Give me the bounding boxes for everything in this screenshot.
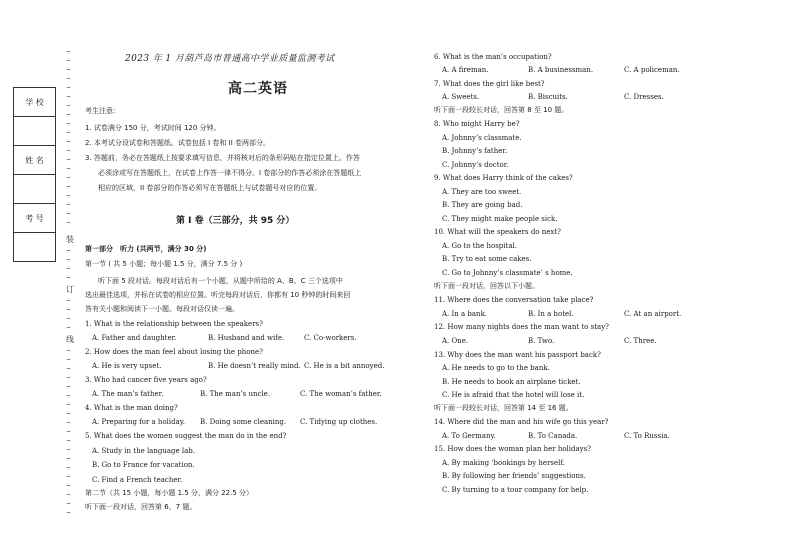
- option-a[interactable]: A. The man’s father.: [92, 390, 164, 398]
- option-c[interactable]: C. They might make people sick.: [442, 215, 558, 223]
- note-item: 1. 试卷满分 150 分，考试时间 120 分钟。: [85, 124, 221, 132]
- question-stem: 6. What is the man’s occupation?: [434, 53, 552, 61]
- part-heading: 第一部分 听力 (共两节，满分 30 分): [85, 245, 207, 253]
- option-b[interactable]: B. Biscuits.: [528, 93, 568, 101]
- option-c[interactable]: C. Go to Johnny’s classmate’ s home.: [442, 269, 573, 277]
- option-a[interactable]: A. Father and daughter.: [92, 334, 177, 342]
- option-c[interactable]: C. Johnny’s doctor.: [442, 161, 509, 169]
- instruction-line: 答有关小题和阅读下一小题。每段对话仅读一遍。: [85, 305, 239, 313]
- binding-ding: 订: [66, 285, 74, 294]
- option-a[interactable]: A. Sweets.: [442, 93, 480, 101]
- option-c[interactable]: C. Dresses.: [624, 93, 664, 101]
- option-b[interactable]: B. Two.: [528, 337, 555, 345]
- option-b[interactable]: B. He doesn’t really mind.: [208, 362, 301, 370]
- question-stem: 4. What is the man doing?: [85, 404, 178, 412]
- option-a[interactable]: A. A fireman.: [442, 66, 489, 74]
- subject-title: 高二英语: [228, 81, 288, 97]
- question-stem: 5. What does the women suggest the man do in the end?: [85, 432, 287, 440]
- section-title: 第 I 卷（三部分，共 95 分）: [176, 216, 295, 226]
- option-c[interactable]: C. By turning to a tour company for help.: [442, 486, 589, 494]
- note-item: 2. 本考试分设试卷和答题纸。试卷包括 I 卷和 II 卷两部分。: [85, 139, 270, 147]
- option-b[interactable]: B. Doing some cleaning.: [200, 418, 287, 426]
- option-c[interactable]: C. He is a bit annoyed.: [304, 362, 385, 370]
- option-a[interactable]: A. They are too sweet.: [442, 188, 522, 196]
- note-item: 必须涂或写在答题纸上，在试卷上作答一律不得分。I 卷部分的作答必须涂在答题纸上: [98, 169, 362, 177]
- school-label: 学 校: [14, 88, 56, 117]
- section-heading: 第一节 ( 共 5 小题；每小题 1.5 分，满分 7.5 分 ): [85, 260, 243, 268]
- option-b[interactable]: B. By following her friends’ suggestions.: [442, 472, 586, 480]
- name-field[interactable]: [14, 175, 56, 204]
- student-info-table: [13, 87, 56, 262]
- note-item: 相应的区域，II 卷部分的作答必须写在答题纸上与试卷题号对应的位置。: [98, 184, 322, 192]
- option-b[interactable]: B. Go to France for vacation.: [92, 461, 195, 469]
- option-b[interactable]: B. Husband and wife.: [208, 334, 285, 342]
- option-c[interactable]: C. Co-workers.: [304, 334, 357, 342]
- number-label: 考 号: [14, 204, 56, 233]
- option-b[interactable]: B. They are going bad.: [442, 201, 523, 209]
- number-field[interactable]: [14, 233, 56, 262]
- school-field[interactable]: [14, 117, 56, 146]
- instruction-line: 听下面一段较长对话，回答第 14 至 16 题。: [434, 404, 573, 412]
- option-b[interactable]: B. Try to eat some cakes.: [442, 255, 532, 263]
- option-c[interactable]: C. At an airport.: [624, 310, 682, 318]
- option-a[interactable]: A. By making ‘bookings by herself.: [442, 459, 565, 467]
- option-a[interactable]: A. To Germany.: [442, 432, 496, 440]
- question-stem: 11. Where does the conversation take place?: [434, 296, 594, 304]
- option-a[interactable]: A. In a bank.: [442, 310, 488, 318]
- option-a[interactable]: A. Study in the language lab.: [92, 447, 195, 455]
- question-stem: 1. What is the relationship between the speakers?: [85, 320, 263, 328]
- option-b[interactable]: B. In a hotel.: [528, 310, 574, 318]
- binding-dots: ··· ··· ··· ··· ··· ··· ··· ··· ··· ··· ··· ··· ··· ··· ··· ··· ··· ··· ··· ···: [66, 48, 70, 227]
- instruction-line: 听下面一段较长对话，回答第 8 至 10 题。: [434, 106, 569, 114]
- notes-title: 考生注意:: [85, 107, 116, 115]
- instruction-line: 听下面一段对话，回答第 6、7 题。: [85, 503, 197, 511]
- option-b[interactable]: B. To Canada.: [528, 432, 578, 440]
- option-c[interactable]: C. He is afraid that the hotel will lose it.: [442, 391, 585, 399]
- question-stem: 15. How does the woman plan her holidays?: [434, 445, 591, 453]
- question-stem: 12. How many nights does the man want to stay?: [434, 323, 609, 331]
- binding-zhuang: 装: [66, 235, 74, 244]
- instruction-line: 选出最佳选项，并标在试卷的相应位置。听完每段对话后，你都有 10 秒钟的时间来回: [85, 291, 351, 299]
- option-b[interactable]: B. Johnny’s father.: [442, 147, 508, 155]
- option-c[interactable]: C. Find a French teacher.: [92, 476, 183, 484]
- option-a[interactable]: A. He is very upset.: [92, 362, 162, 370]
- question-stem: 9. What does Harry think of the cakes?: [434, 174, 573, 182]
- option-c[interactable]: C. To Russia.: [624, 432, 670, 440]
- binding-xian: 线: [66, 335, 74, 344]
- question-stem: 14. Where did the man and his wife go this year?: [434, 418, 609, 426]
- option-c[interactable]: C. Tidying up clothes.: [300, 418, 378, 426]
- question-stem: 3. Who had cancer five years ago?: [85, 376, 207, 384]
- binding-dots: ··· ··· ··· ···: [66, 247, 70, 282]
- option-a[interactable]: A. Preparing for a holiday.: [92, 418, 186, 426]
- question-stem: 10. What will the speakers do next?: [434, 228, 561, 236]
- question-stem: 8. Who might Harry be?: [434, 120, 520, 128]
- option-a[interactable]: A. Go to the hospital.: [442, 242, 517, 250]
- exam-title: 2023 年 1 月葫芦岛市普通高中学业质量监测考试: [125, 54, 335, 64]
- option-a[interactable]: A. One.: [442, 337, 469, 345]
- question-stem: 7. What does the girl like best?: [434, 80, 545, 88]
- option-b[interactable]: B. He needs to book an airplane ticket.: [442, 378, 581, 386]
- binding-dots: ··· ··· ··· ···: [66, 297, 70, 332]
- option-c[interactable]: C. The woman’s father.: [300, 390, 382, 398]
- option-a[interactable]: A. He needs to go to the bank.: [442, 364, 550, 372]
- option-c[interactable]: C. Three.: [624, 337, 657, 345]
- option-c[interactable]: C. A policeman.: [624, 66, 680, 74]
- binding-dots: ··· ··· ··· ··· ··· ··· ··· ··· ··· ··· ··· ··· ··· ··· ··· ··· ··· ··· ···: [66, 347, 70, 517]
- name-label: 姓 名: [14, 146, 56, 175]
- option-b[interactable]: B. A businessman.: [528, 66, 594, 74]
- instruction-line: 听下面一段对话，回答以下小题。: [434, 282, 539, 290]
- option-a[interactable]: A. Johnny’s classmate.: [442, 134, 522, 142]
- option-b[interactable]: B. The man’s uncle.: [200, 390, 271, 398]
- question-stem: 2. How does the man feel about losing the phone?: [85, 348, 263, 356]
- instruction-line: 听下面 5 段对话。每段对话后有一个小题，从题中所给的 A、B、C 三个选项中: [98, 277, 343, 285]
- note-item: 3. 答题前，务必在答题纸上按要求填写信息，并将核对后的条形码贴在指定位置上。作答: [85, 154, 360, 162]
- question-stem: 13. Why does the man want his passport back?: [434, 351, 601, 359]
- section-heading: 第二节（共 15 小题，每小题 1.5 分，满分 22.5 分）: [85, 489, 253, 497]
